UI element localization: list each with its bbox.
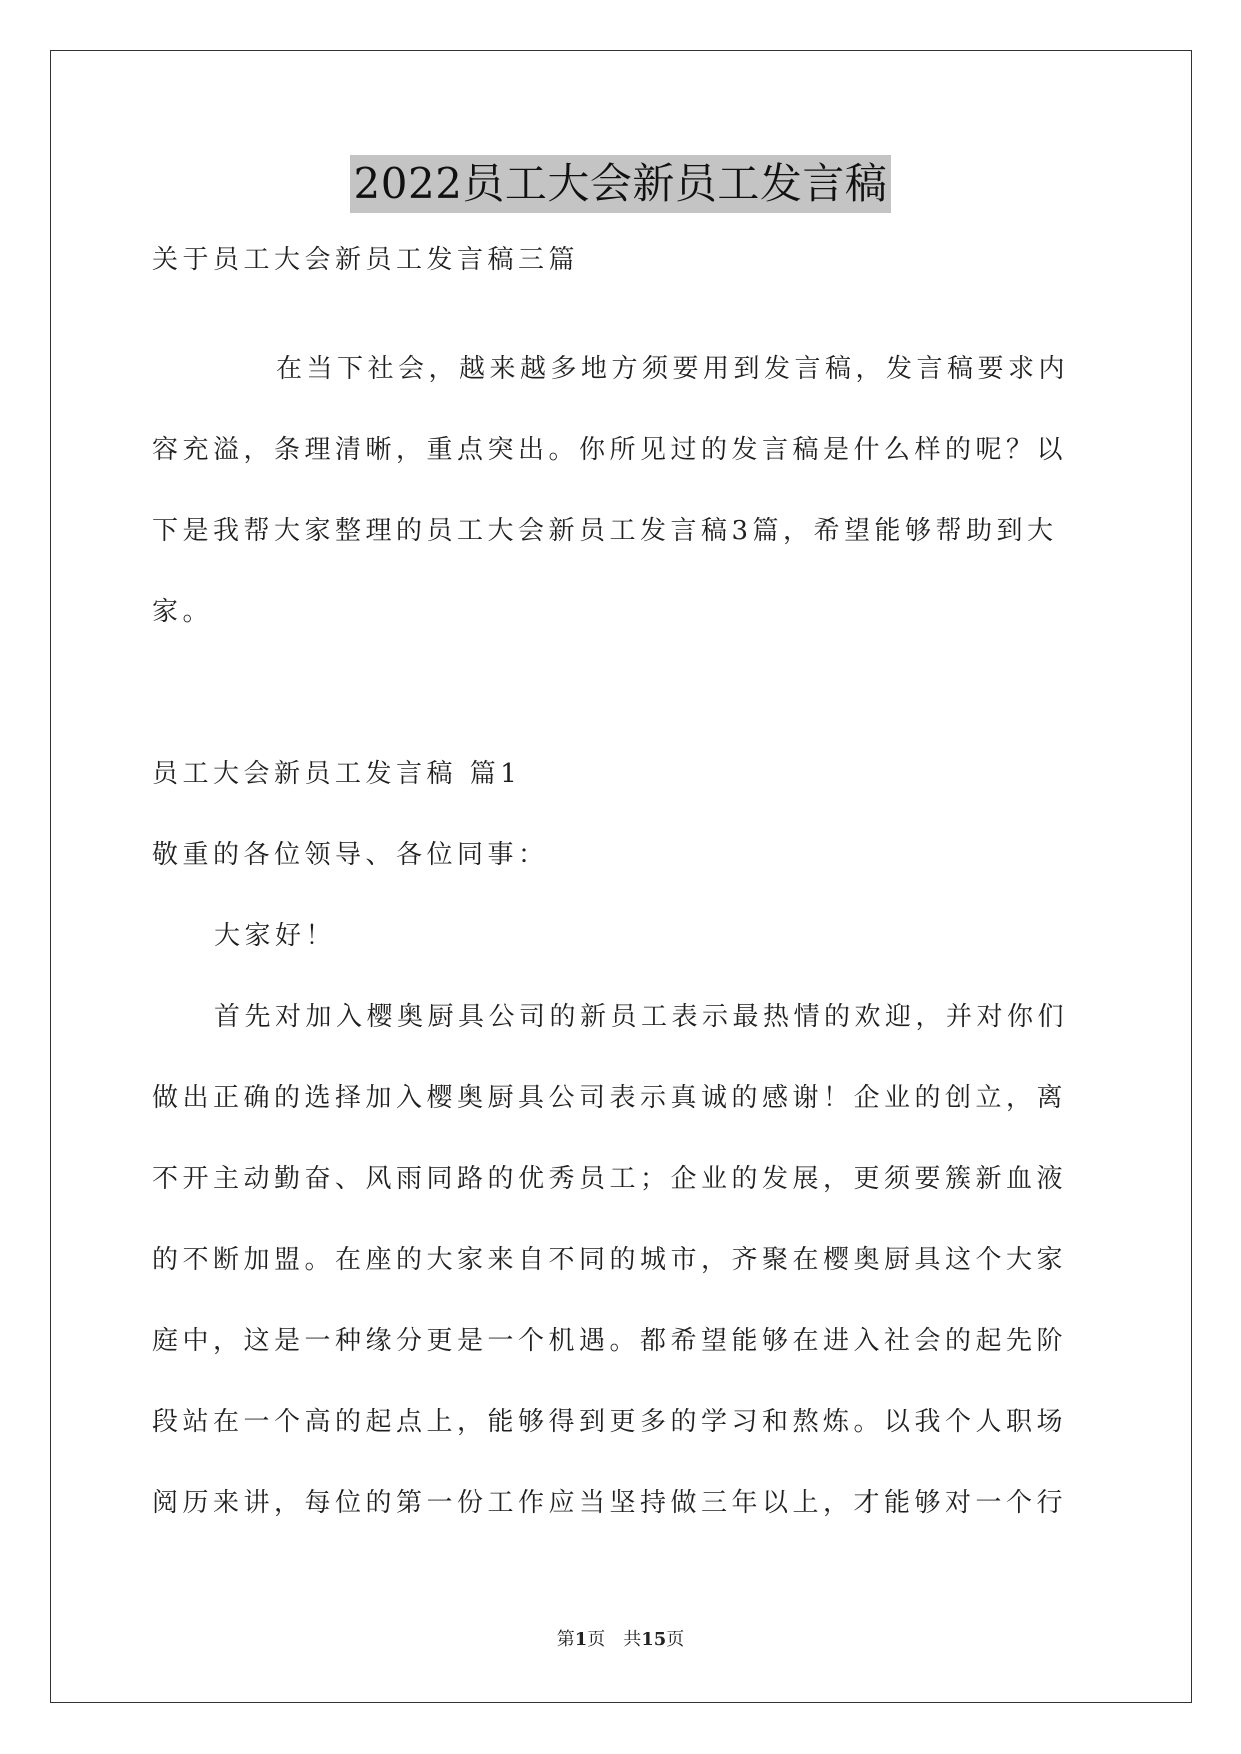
paragraph-line: 段站在一个高的起点上，能够得到更多的学习和熬炼。以我个人职场 bbox=[152, 1407, 1068, 1437]
total-pages: 15 bbox=[641, 1629, 667, 1650]
paragraph-line: 家。 bbox=[152, 597, 214, 627]
paragraph-line: 下是我帮大家整理的员工大会新员工发言稿3篇，希望能够帮助到大 bbox=[152, 516, 1058, 546]
document-title: 2022员工大会新员工发言稿 bbox=[350, 155, 892, 213]
total-suffix: 页 bbox=[666, 1629, 685, 1650]
page-footer bbox=[0, 1628, 1241, 1652]
subtitle-line: 关于员工大会新员工发言稿三篇 bbox=[152, 245, 580, 275]
page-number: 1 bbox=[574, 1629, 588, 1650]
page-border bbox=[50, 50, 1192, 1703]
paragraph-line: 在当下社会，越来越多地方须要用到发言稿，发言稿要求内 bbox=[276, 354, 1070, 384]
paragraph-line: 首先对加入樱奥厨具公司的新员工表示最热情的欢迎，并对你们 bbox=[214, 1002, 1069, 1032]
paragraph-line: 容充溢，条理清晰，重点突出。你所见过的发言稿是什么样的呢？以 bbox=[152, 435, 1068, 465]
paragraph-line: 庭中，这是一种缘分更是一个机遇。都希望能够在进入社会的起先阶 bbox=[152, 1326, 1068, 1356]
page-prefix: 第 bbox=[556, 1629, 575, 1650]
paragraph-line: 不开主动勤奋、风雨同路的优秀员工；企业的发展，更须要簇新血液 bbox=[152, 1164, 1068, 1194]
total-prefix: 共 bbox=[623, 1629, 642, 1650]
document-title-wrapper bbox=[0, 155, 1241, 213]
paragraph-line: 做出正确的选择加入樱奥厨具公司表示真诚的感谢！企业的创立，离 bbox=[152, 1083, 1068, 1113]
paragraph-line: 阅历来讲，每位的第一份工作应当坚持做三年以上，才能够对一个行 bbox=[152, 1488, 1068, 1518]
page-suffix: 页 bbox=[587, 1629, 606, 1650]
paragraph-line: 的不断加盟。在座的大家来自不同的城市，齐聚在樱奥厨具这个大家 bbox=[152, 1245, 1068, 1275]
section-heading: 员工大会新员工发言稿 篇1 bbox=[152, 759, 522, 789]
salutation: 敬重的各位领导、各位同事： bbox=[152, 840, 549, 870]
greeting: 大家好！ bbox=[214, 921, 337, 951]
